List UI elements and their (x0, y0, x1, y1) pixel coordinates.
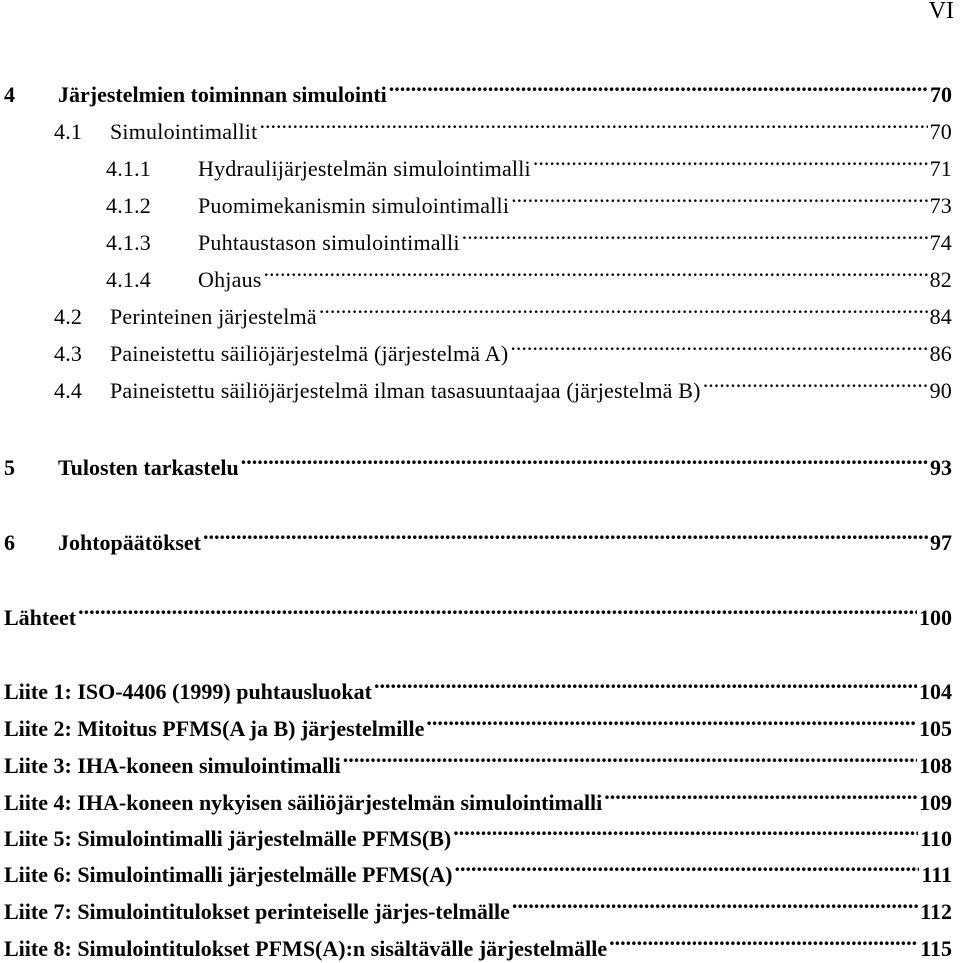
toc-entry-title: Perinteinen järjestelmä (110, 304, 317, 329)
toc-entry-section-4-1[interactable] (54, 111, 952, 144)
toc-entry-page: 84 (929, 304, 952, 329)
toc-entry-appendix-8[interactable] (4, 928, 952, 961)
toc-entry-appendix-5[interactable] (4, 818, 952, 851)
toc-entry-number: 4.1 (54, 119, 83, 144)
toc-leader-dots (533, 148, 928, 176)
toc-entry-page: 71 (929, 156, 952, 181)
toc-entry-chapter-6[interactable] (4, 522, 952, 555)
toc-entry-title: Liite 6: Simulointimalli järjestelmälle PFMS(A) (4, 862, 453, 887)
toc-entry-number: 4.3 (54, 341, 83, 366)
toc-entry-title: Järjestelmien toiminnan simulointi (58, 82, 387, 107)
toc-leader-dots (78, 597, 917, 625)
toc-leader-dots (512, 891, 918, 919)
toc-entry-page: 74 (929, 230, 952, 255)
toc-entry-section-4-3[interactable] (54, 333, 952, 366)
toc-entry-page: 110 (920, 826, 952, 851)
toc-leader-dots (609, 928, 918, 956)
toc-entry-references[interactable] (4, 597, 952, 630)
toc-entry-title: Tulosten tarkastelu (58, 455, 239, 480)
toc-leader-dots (426, 708, 917, 736)
toc-entry-page: 104 (919, 679, 952, 704)
toc-entry-section-4-1-4[interactable] (106, 259, 952, 292)
toc-entry-number: 4.1.4 (106, 267, 151, 292)
toc-leader-dots (241, 447, 928, 475)
toc-entry-appendix-3[interactable] (4, 745, 952, 778)
toc-leader-dots (510, 333, 927, 361)
toc-entry-appendix-6[interactable] (4, 854, 952, 887)
toc-entry-page: 100 (919, 605, 952, 630)
toc-leader-dots (454, 854, 919, 882)
toc-entry-section-4-1-3[interactable] (106, 222, 952, 255)
toc-entry-title: Liite 4: IHA-koneen nykyisen säiliöjärjestelmän simulointimalli (4, 790, 603, 815)
toc-entry-appendix-7[interactable] (4, 891, 952, 924)
toc-leader-dots (511, 185, 927, 213)
toc-entry-page: 105 (919, 716, 952, 741)
toc-entry-page: 73 (929, 193, 952, 218)
toc-entry-page: 97 (930, 530, 952, 555)
page-number: VI (928, 0, 954, 24)
toc-entry-page: 82 (929, 267, 952, 292)
toc-entry-title: Liite 8: Simulointitulokset PFMS(A):n sisältävälle järjestelmälle (4, 936, 608, 961)
toc-entry-appendix-1[interactable] (4, 671, 952, 704)
toc-entry-page: 70 (930, 82, 952, 107)
toc-leader-dots (462, 222, 928, 250)
toc-entry-page: 111 (921, 862, 952, 887)
toc-entry-title: Hydraulijärjestelmän simulointimalli (198, 156, 531, 181)
toc-entry-title: Puhtaustason simulointimalli (198, 230, 460, 255)
toc-entry-number: 4.4 (54, 378, 83, 403)
toc-entry-number: 5 (4, 455, 15, 480)
toc-entry-page: 86 (929, 341, 952, 366)
toc-entry-title: Lähteet (4, 605, 77, 630)
toc-entry-title: Paineistettu säiliöjärjestelmä ilman tasasuuntaajaa (järjestelmä B) (110, 378, 701, 403)
toc-entry-title: Liite 5: Simulointimalli järjestelmälle PFMS(B) (4, 826, 452, 851)
toc-entry-page: 108 (919, 753, 952, 778)
toc-leader-dots (259, 111, 927, 139)
toc-entry-appendix-2[interactable] (4, 708, 952, 741)
toc-entry-appendix-4[interactable] (4, 782, 952, 815)
toc-entry-page: 90 (929, 378, 952, 403)
toc-entry-page: 109 (919, 790, 952, 815)
toc-entry-section-4-1-2[interactable] (106, 185, 952, 218)
toc-entry-page: 115 (920, 936, 952, 961)
toc-entry-title: Paineistettu säiliöjärjestelmä (järjestelmä A) (110, 341, 509, 366)
toc-entry-title: Puomimekanismin simulointimalli (198, 193, 510, 218)
toc-entry-title: Ohjaus (198, 267, 262, 292)
toc-entry-title: Simulointimallit (110, 119, 258, 144)
toc-entry-page: 112 (920, 899, 952, 924)
toc-entry-number: 4.1.3 (106, 230, 151, 255)
toc-leader-dots (374, 671, 917, 699)
toc-entry-title: Liite 3: IHA-koneen simulointimalli (4, 753, 341, 778)
toc-leader-dots (343, 745, 917, 773)
toc-entry-section-4-2[interactable] (54, 296, 952, 329)
toc-entry-number: 4.1.1 (106, 156, 151, 181)
toc-leader-dots (389, 74, 928, 102)
toc-entry-section-4-1-1[interactable] (106, 148, 952, 181)
toc-entry-number: 6 (4, 530, 15, 555)
toc-entry-page: 93 (930, 455, 952, 480)
toc-leader-dots (453, 818, 918, 846)
toc-entry-title: Johtopäätökset (58, 530, 202, 555)
toc-entry-title: Liite 2: Mitoitus PFMS(A ja B) järjestelmille (4, 716, 425, 741)
toc-entry-title: Liite 7: Simulointitulokset perinteiselle järjes-telmälle (4, 899, 510, 924)
toc-leader-dots (604, 782, 917, 810)
toc-entry-page: 70 (929, 119, 952, 144)
toc-entry-chapter-4[interactable] (4, 74, 952, 107)
toc-entry-title: Liite 1: ISO-4406 (1999) puhtausluokat (4, 679, 372, 704)
toc-leader-dots (703, 370, 928, 398)
toc-entry-number: 4.2 (54, 304, 83, 329)
toc-entry-chapter-5[interactable] (4, 447, 952, 480)
toc-entry-section-4-4[interactable] (54, 370, 952, 403)
toc-entry-number: 4 (4, 82, 15, 107)
toc-leader-dots (264, 259, 928, 287)
toc-leader-dots (203, 522, 928, 550)
toc-entry-number: 4.1.2 (106, 193, 151, 218)
toc-leader-dots (319, 296, 928, 324)
